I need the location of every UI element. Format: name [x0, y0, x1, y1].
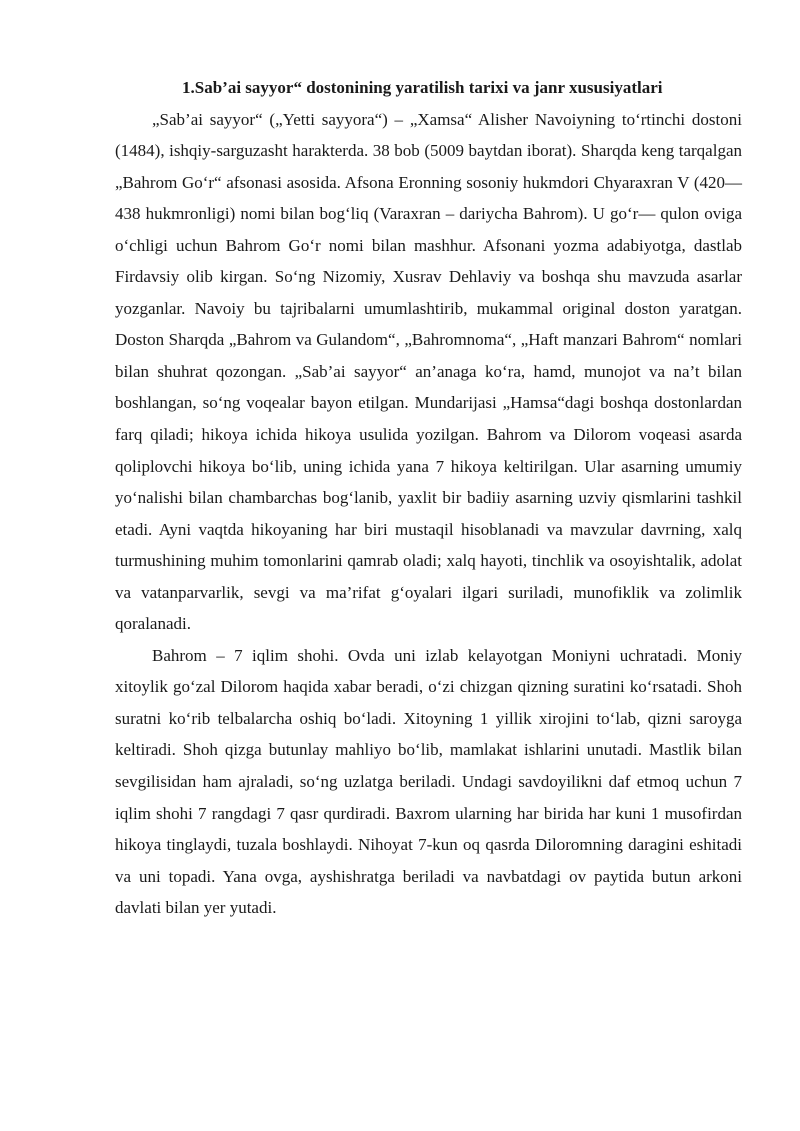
document-title: 1.Sab’ai sayyor“ dostonining yaratilish tarixi va janr xususiyatlari: [182, 78, 663, 97]
paragraph-1: „Sab’ai sayyor“ („Yetti sayyora“) – „Xamsa“ Alisher Navoiyning to‘rtinchi dostoni (1484), ishqiy-sarguzasht harakterda. 38 bob (5009 baytdan iborat). Sharqda keng tarqalgan „Bahrom Go‘r“ afsonasi asosida. Afsona Eronning sosoniy hukmdori Chyaraxran V (420— 438 hukmronligi) nomi bilan bog‘liq (Varaxran – dariycha Bahrom). U go‘r— qulon oviga o‘chligi uchun Bahrom Go‘r nomi bilan mashhur. Afsonani yozma adabiyotga, dastlab Firdavsiy olib kirgan. So‘ng Nizomiy, Xusrav Dehlaviy va boshqa shu mavzuda asarlar yozganlar. Navoiy bu tajribalarni umumlashtirib, mukammal original doston yaratgan. Doston Sharqda „Bahrom va Gulandom“, „Bahromnoma“, „Haft manzari Bahrom“ nomlari bilan shuhrat qozongan. „Sab’ai sayyor“ an’anaga ko‘ra, hamd, munojot va na’t bilan boshlangan, so‘ng voqealar bayon etilgan. Mundarijasi „Hamsa“dagi boshqa dostonlardan farq qiladi; hikoya ichida hikoya usulida yozilgan. Bahrom va Dilorom voqeasi asarda qoliplovchi hikoya bo‘lib, uning ichida yana 7 hikoya keltirilgan. Ular asarning umumiy yo‘nalishi bilan chambarchas bog‘lanib, yaxlit bir badiiy asarning uzviy qismlarini tashkil etadi. Ayni vaqtda hikoyaning har biri mustaqil hisoblanadi va mavzular davrning, xalq turmushining muhim tomonlarini qamrab oladi; xalq hayoti, tinchlik va osoyishtalik, adolat va vatanparvarlik, sevgi va ma’rifat g‘oyalari ilgari suriladi, munofiklik va zolimlik qoralanadi.: [115, 109, 742, 634]
document-page: [115, 72, 742, 924]
paragraph-2: Bahrom – 7 iqlim shohi. Ovda uni izlab kelayotgan Moniyni uchratadi. Moniy xitoylik go‘zal Dilorom haqida xabar beradi, o‘zi chizgan qizning suratini ko‘rsatadi. Shoh suratni ko‘rib telbalarcha oshiq bo‘ladi. Xitoyning 1 yillik xirojini to‘lab, qizni saroyga keltiradi. Shoh qizga butunlay mahliyo bo‘lib, mamlakat ishlarini unutadi. Mastlik bilan sevgilisidan ham ajraladi, so‘ng uzlatga beriladi. Undagi savdoyilikni daf etmoq uchun 7 iqlim shohi 7 rangdagi 7 qasr qurdiradi. Baxrom ularning har birida har kuni 1 musofirdan hikoya tinglaydi, tuzala boshlaydi. Nihoyat 7-kun oq qasrda Diloromning daragini eshitadi va uni topadi. Yana ovga, ayshishratga beriladi va navbatdagi ov paytida butun arkoni davlati bilan yer yutadi.: [115, 645, 742, 918]
